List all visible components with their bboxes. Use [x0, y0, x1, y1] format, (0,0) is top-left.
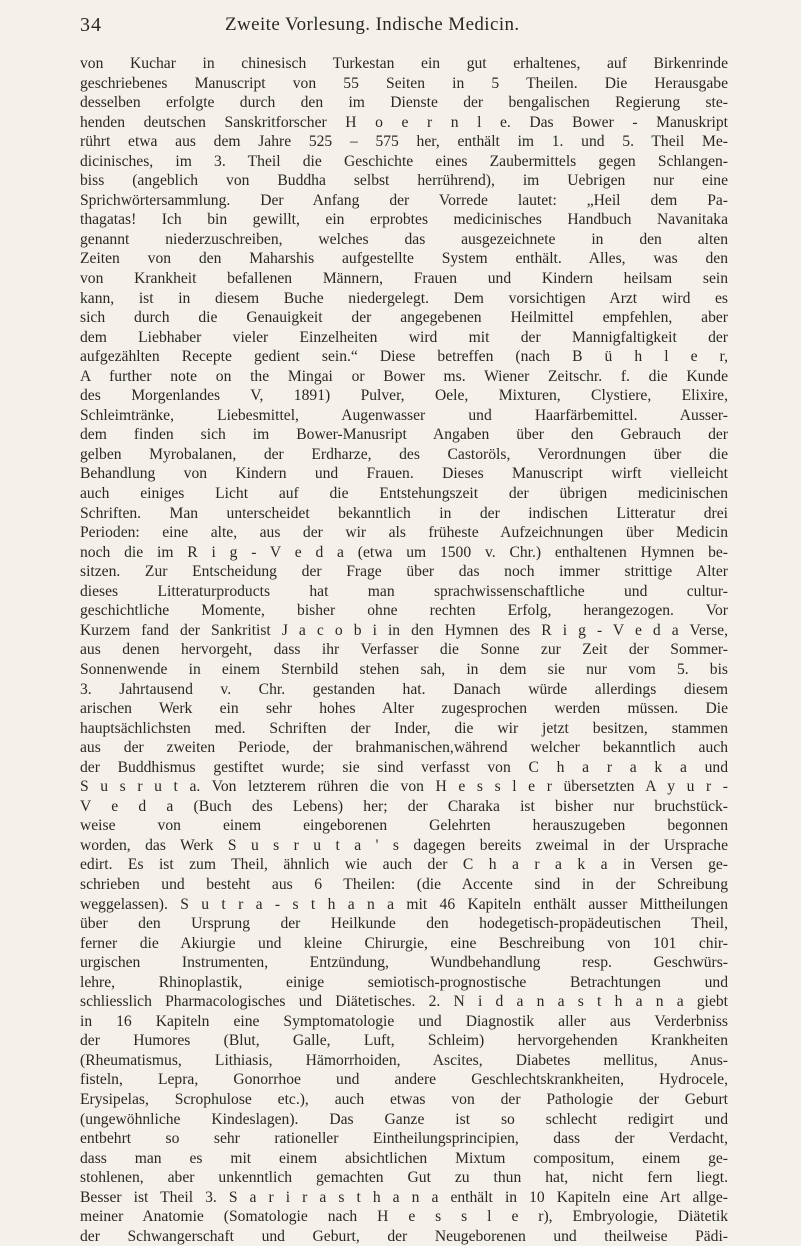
text-line: der Schwangerschaft und Geburt, der Neugeborenen und theilweise Pädi-: [80, 1227, 728, 1245]
text-line: aus der zweiten Periode, der brahmanischen,während welcher bekanntlich auch: [80, 739, 728, 757]
text-line: 3. Jahrtausend v. Chr. gestanden hat. Danach würde allerdings diesem: [80, 680, 728, 698]
text-line: aus denen hervorgeht, dass ihr Verfasser die Sonne zur Zeit der Sommer-: [80, 641, 728, 659]
text-line: weggelassen). S u t r a - s t h a n a mit 46 Kapiteln enthält ausser Mittheilungen: [80, 895, 728, 913]
text-line: (ungewöhnliche Kindeslagen). Das Ganze ist so schlecht redigirt und: [80, 1110, 728, 1128]
text-line: von Krankheit befallenen Männern, Frauen und Kindern heilsam sein: [80, 270, 728, 288]
text-line: A further note on the Mingai or Bower ms. Wiener Zeitschr. f. die Kunde: [80, 367, 728, 385]
text-line: schrieben und besteht aus 6 Theilen: (die Accente sind in der Schreibung: [80, 875, 728, 893]
text-line: dem Liebhaber vieler Einzelheiten wird mit der Mannigfaltigkeit der: [80, 328, 728, 346]
text-line: biss (angeblich von Buddha selbst herrührend), im Uebrigen nur eine: [80, 172, 728, 190]
text-line: dicinisches, im 3. Theil die Geschichte eines Zaubermittels gegen Schlangen-: [80, 152, 728, 170]
text-line: gelben Myrobalanen, der Erdharze, des Castoröls, Verordnungen über die: [80, 445, 728, 463]
text-line: entbehrt so sehr rationeller Eintheilungsprincipien, dass der Verdacht,: [80, 1130, 728, 1148]
text-line: Behandlung von Kindern und Frauen. Dieses Manuscript wirft vielleicht: [80, 465, 728, 483]
page-number: 34: [80, 14, 102, 36]
text-line: sich durch die Genauigkeit der angegebenen Heilmittel empfehlen, aber: [80, 309, 728, 327]
text-line: der Buddhismus gestiftet wurde; sie sind verfasst von C h a r a k a und: [80, 758, 728, 776]
text-line: des Morgenlandes V, 1891) Pulver, Oele, Mixturen, Clystiere, Elixire,: [80, 387, 728, 405]
text-line: von Kuchar in chinesisch Turkestan ein gut erhaltenes, auf Birkenrinde: [80, 55, 728, 72]
text-line: Zeiten von den Maharshis aufgestellte System enthält. Alles, was den: [80, 250, 728, 268]
text-line: Sprichwörtersammlung. Der Anfang der Vorrede lautet: „Heil dem Pa-: [80, 191, 728, 209]
text-line: thagatas! Ich bin gewillt, ein erprobtes medicinisches Handbuch Navanitaka: [80, 211, 728, 229]
text-line: hauptsächlichsten med. Schriften der Inder, die wir jetzt besitzen, stammen: [80, 719, 728, 737]
text-line: genannt niederzuschreiben, welches das ausgezeichnete in den alten: [80, 230, 728, 248]
text-line: worden, das Werk S u s r u t a ' s dagegen bereits zweimal in der Ursprache: [80, 836, 728, 854]
text-line: dem finden sich im Bower-Manusript Angaben über den Gebrauch der: [80, 426, 728, 444]
text-line: rührt etwa aus dem Jahre 525 – 575 her, enthält im 1. und 5. Theil Me-: [80, 133, 728, 151]
text-line: henden deutschen Sanskritforscher H o e r n l e. Das Bower - Manuskript: [80, 113, 728, 131]
text-line: kann, ist in diesem Buche niedergelegt. Dem vorsichtigen Arzt wird es: [80, 289, 728, 307]
text-line: Erysipelas, Scrophulose etc.), auch etwas von der Pathologie der Geburt: [80, 1090, 728, 1108]
body-text: [80, 54, 728, 1246]
text-line: Schleimtränke, Liebesmittel, Augenwasser und Haarfärbemittel. Ausser-: [80, 406, 728, 424]
text-line: (Rheumatismus, Lithiasis, Hämorrhoiden, Ascites, Diabetes mellitus, Anus-: [80, 1051, 728, 1069]
text-line: geschriebenes Manuscript von 55 Seiten in 5 Theilen. Die Herausgabe: [80, 74, 728, 92]
text-line: dass man es mit einem absichtlichen Mixtum compositum, einem ge-: [80, 1149, 728, 1167]
text-line: geschichtliche Momente, bisher ohne rechten Erfolg, herangezogen. Vor: [80, 602, 728, 620]
text-line: sitzen. Zur Entscheidung der Frage über das noch immer strittige Alter: [80, 563, 728, 581]
text-line: Schriften. Man unterscheidet bekanntlich in der indischen Litteratur drei: [80, 504, 728, 522]
running-head: Zweite Vorlesung. Indische Medicin.: [225, 14, 520, 35]
text-line: lehre, Rhinoplastik, einige semiotisch-prognostische Betrachtungen und: [80, 973, 728, 991]
page-header: [80, 14, 720, 44]
text-line: desselben erfolgte durch den im Dienste der bengalischen Regierung ste-: [80, 94, 728, 112]
text-line: auch einiges Licht auf die Entstehungszeit der übrigen medicinischen: [80, 485, 728, 503]
text-line: fisteln, Lepra, Gonorrhoe und andere Geschlechtskrankheiten, Hydrocele,: [80, 1071, 728, 1089]
text-line: über den Ursprung der Heilkunde den hodegetisch-propädeutischen Theil,: [80, 915, 728, 933]
text-line: dieses Litteraturproducts hat man sprachwissenschaftliche und cultur-: [80, 582, 728, 600]
text-line: Sonnenwende in einem Sternbild stehen sah, in dem sie nur vom 5. bis: [80, 660, 728, 678]
text-line: edirt. Es ist zum Theil, ähnlich wie auch der C h a r a k a in Versen ge-: [80, 856, 728, 874]
text-line: urgischen Instrumenten, Entzündung, Wundbehandlung resp. Geschwürs-: [80, 954, 728, 972]
text-line: Perioden: eine alte, aus der wir als früheste Aufzeichnungen über Medicin: [80, 524, 728, 542]
text-line: der Humores (Blut, Galle, Luft, Schleim) hervorgehenden Krankheiten: [80, 1032, 728, 1050]
text-line: in 16 Kapiteln eine Symptomatologie und Diagnostik aller aus Verderbniss: [80, 1012, 728, 1030]
text-line: meiner Anatomie (Somatologie nach H e s s l e r), Embryologie, Diätetik: [80, 1208, 728, 1226]
text-line: stohlenen, aber unkenntlich gemachten Gut zu thun hat, nicht fern liegt.: [80, 1169, 728, 1187]
text-line: noch die im R i g - V e d a (etwa um 1500 v. Chr.) enthaltenen Hymnen be-: [80, 543, 728, 561]
text-line: V e d a (Buch des Lebens) her; der Charaka ist bisher nur bruchstück-: [80, 797, 728, 815]
text-line: ferner die Akiurgie und kleine Chirurgie, eine Beschreibung von 101 chir-: [80, 934, 728, 952]
text-line: schliesslich Pharmacologisches und Diätetisches. 2. N i d a n a s t h a n a giebt: [80, 993, 728, 1011]
text-line: S u s r u t a. Von letzterem rühren die von H e s s l e r übersetzten A y u r -: [80, 778, 728, 796]
text-line: arischen Werk ein sehr hohes Alter zugesprochen werden müssen. Die: [80, 700, 728, 718]
text-line: Besser ist Theil 3. S a r i r a s t h a n a enthält in 10 Kapiteln eine Art allge-: [80, 1188, 728, 1206]
text-line: aufgezählten Recepte gedient sein.“ Diese betreffen (nach B ü h l e r,: [80, 348, 728, 366]
text-line: Kurzem fand der Sankritist J a c o b i in den Hymnen des R i g - V e d a Verse,: [80, 621, 728, 639]
text-line: weise von einem eingeborenen Gelehrten herauszugeben begonnen: [80, 817, 728, 835]
